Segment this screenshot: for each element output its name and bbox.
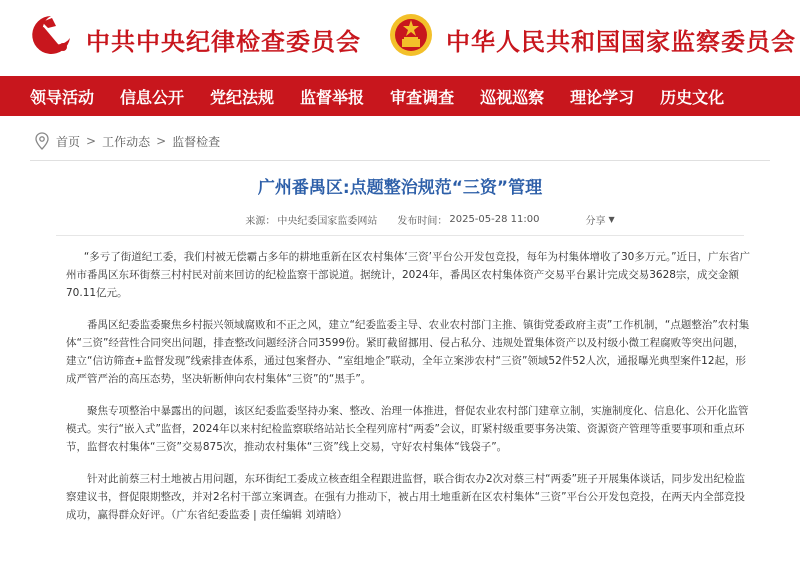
caret-down-icon: ▼ [608, 215, 615, 224]
article-meta [0, 212, 800, 227]
source-value: 中央纪委国家监委网站 [277, 216, 378, 227]
breadcrumb-supervision[interactable]: 监督检查 [172, 134, 221, 149]
source-label: 来源： [245, 216, 276, 227]
site-header [0, 0, 800, 76]
party-emblem-icon[interactable] [28, 12, 74, 58]
nav-item-leadership[interactable]: 领导活动 [30, 87, 95, 107]
article-paragraph: 番禺区纪委监委聚焦乡村振兴领域腐败和不正之风，建立“纪委监委主导、农业农村部门主推、镇街党委政府主责”工作机制，“点题整治”农村集体“三资”经营性合同突出问题，排查整改问题经济合同3599份。紧盯截留挪用、侵占私分、违规处置集体资产以及村级小微工程腐败等突出问题，建立“信访筛查+监督发现”线索排查体系，通过包案督办、“室组地企”联动，全年立案涉农村“三资”领域52件52人次，通报曝光典型案件12起，形成严管严治的高压态势，坚决斩断伸向农村集体“三资”的“黑手”。 [66, 319, 750, 385]
share-button[interactable] [585, 212, 614, 227]
nav-item-regulations[interactable]: 党纪法规 [210, 87, 275, 107]
article-body [0, 236, 800, 524]
main-nav [0, 76, 800, 116]
date-label: 发布时间： [397, 216, 448, 227]
nav-item-investigation[interactable]: 审查调查 [390, 87, 455, 107]
nav-item-theory[interactable]: 理论学习 [570, 87, 635, 107]
breadcrumb-work-news[interactable]: 工作动态 [102, 134, 151, 149]
breadcrumb [0, 128, 800, 154]
publish-date: 2025-05-28 11:00 [449, 214, 540, 225]
national-emblem-icon[interactable] [388, 12, 434, 58]
breadcrumb-separator: > [86, 134, 97, 148]
breadcrumb-separator: > [156, 134, 167, 148]
article-paragraph: “多亏了街道纪工委，我们村被无偿霸占多年的耕地重新在区农村集体‘三资’平台公开发包竞投，每年为村集体增收了30多万元。”近日，广东省广州市番禺区东环街蔡三村村民对前来回访的纪检监察干部说道。据统计，2024年，番禺区农村集体资产交易平台累计完成交易3628宗，成交金额70.11亿元。 [66, 251, 751, 299]
nav-item-history[interactable]: 历史文化 [660, 87, 725, 107]
article-paragraph: 聚焦专项整治中暴露出的问题，该区纪委监委坚持办案、整改、治理一体推进，督促农业农村部门建章立制，实施制度化、信息化、公开化监管模式。实行“嵌入式”监督，2024年以来村纪检监察联络站站长全程列席村“两委”会议，盯紧村级重要事务决策、资源资产管理等重要事项和重点环节，监督农村集体“三资”交易875次，推动农村集体“三资”线上交易，守好农村集体“钱袋子”。 [66, 405, 749, 453]
breadcrumb-home[interactable]: 首页 [56, 134, 81, 149]
nav-item-info[interactable]: 信息公开 [120, 87, 185, 107]
share-label: 分享 [585, 216, 606, 227]
article-title: 广州番禺区:点题整治规范“三资”管理 [257, 178, 543, 198]
site-title-nsc[interactable]: 中华人民共和国国家监察委员会 [446, 27, 796, 56]
site-title-ccdi[interactable]: 中共中央纪律检查委员会 [86, 27, 361, 56]
breadcrumb-divider [30, 160, 770, 161]
article-paragraph: 针对此前蔡三村土地被占用问题，东环街纪工委成立核查组全程跟进监督，联合街农办2次对蔡三村“两委”班子开展集体谈话，同步发出纪检监察建议书，督促限期整改，并对2名村干部立案调查。在强有力推动下，被占用土地重新在区农村集体“三资”平台公开发包竞投，在两天内全部竞投成功，赢得群众好评。（广东省纪委监委 | 责任编辑 刘靖晗） [66, 473, 746, 521]
location-pin-icon [34, 132, 50, 150]
nav-item-report[interactable]: 监督举报 [300, 87, 365, 107]
nav-item-inspection[interactable]: 巡视巡察 [480, 87, 545, 107]
